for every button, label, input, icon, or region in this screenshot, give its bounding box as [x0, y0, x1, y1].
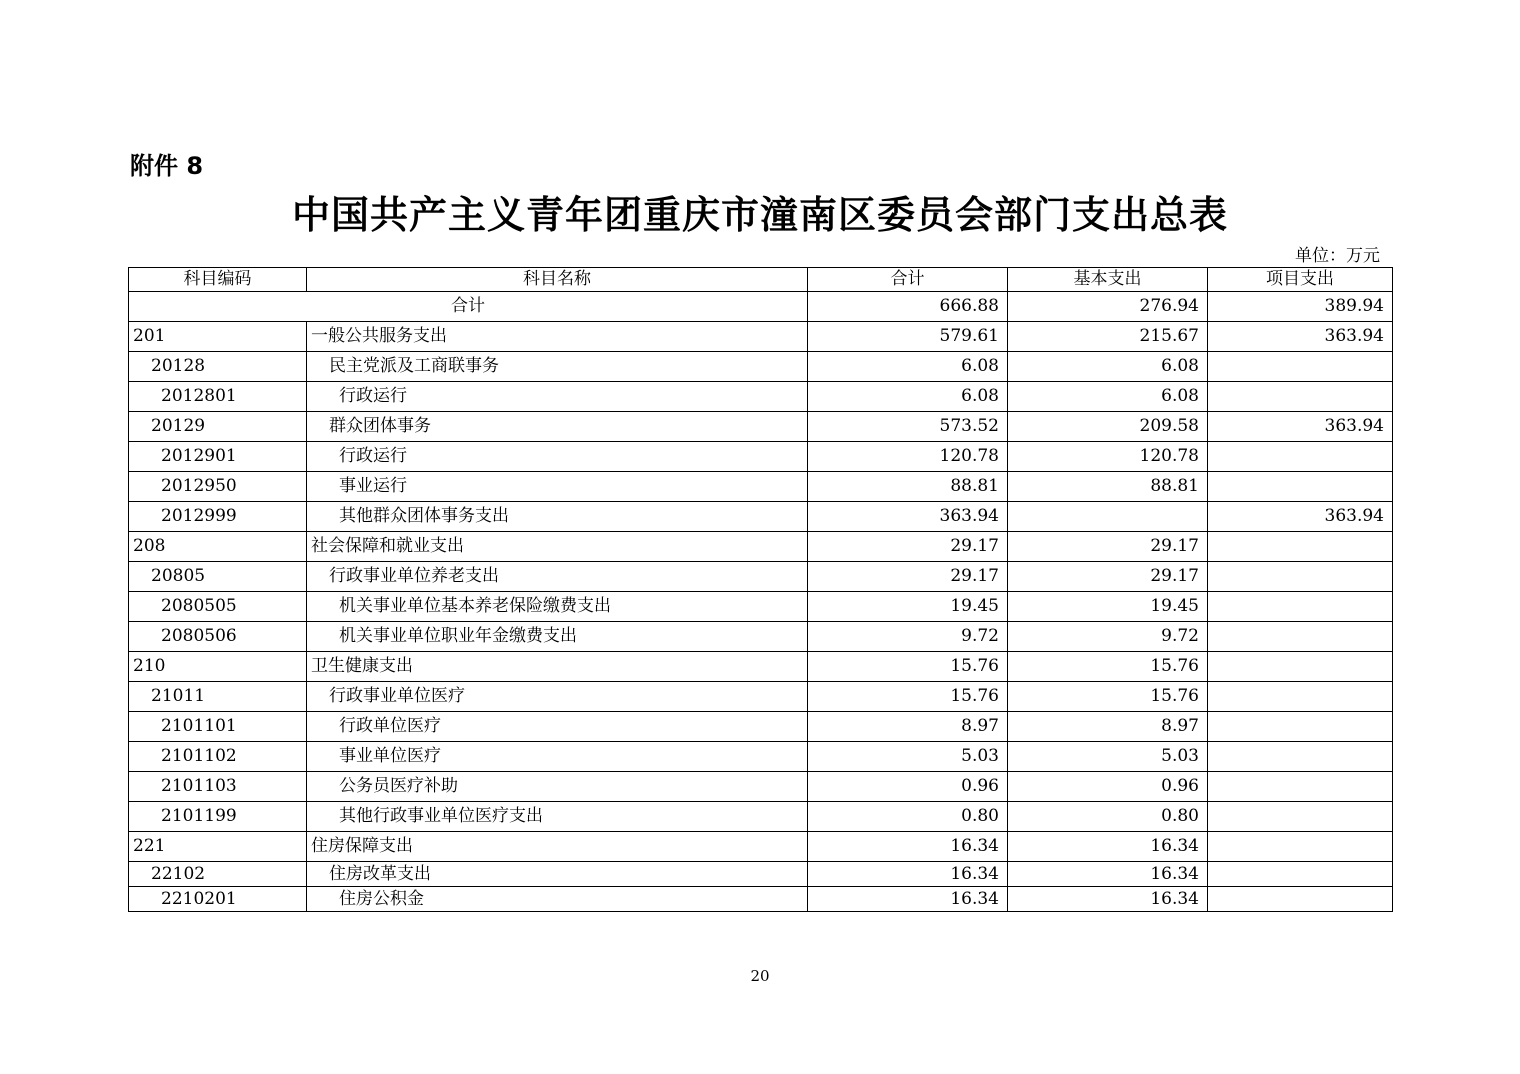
row-total: 8.97	[808, 712, 1008, 742]
row-basic: 16.34	[1008, 862, 1208, 887]
row-project	[1208, 562, 1393, 592]
row-code: 2101199	[129, 802, 307, 832]
table-row	[129, 712, 1393, 742]
row-total: 0.96	[808, 772, 1008, 802]
row-code: 2012999	[129, 502, 307, 532]
row-name: 事业运行	[307, 472, 808, 502]
table-header-row	[129, 268, 1393, 292]
row-code: 21011	[129, 682, 307, 712]
row-total: 6.08	[808, 382, 1008, 412]
row-code: 221	[129, 832, 307, 862]
row-basic: 0.96	[1008, 772, 1208, 802]
row-code: 208	[129, 532, 307, 562]
row-basic	[1008, 502, 1208, 532]
row-basic: 120.78	[1008, 442, 1208, 472]
row-project	[1208, 887, 1393, 912]
row-project: 363.94	[1208, 412, 1393, 442]
row-total: 363.94	[808, 502, 1008, 532]
row-total: 579.61	[808, 322, 1008, 352]
row-code: 2012901	[129, 442, 307, 472]
table-row	[129, 352, 1393, 382]
row-project	[1208, 772, 1393, 802]
row-name: 其他群众团体事务支出	[307, 502, 808, 532]
row-project	[1208, 472, 1393, 502]
row-project	[1208, 382, 1393, 412]
row-name: 卫生健康支出	[307, 652, 808, 682]
row-basic: 29.17	[1008, 532, 1208, 562]
row-project	[1208, 352, 1393, 382]
table-row	[129, 532, 1393, 562]
row-name: 行政单位医疗	[307, 712, 808, 742]
row-total: 0.80	[808, 802, 1008, 832]
row-name: 民主党派及工商联事务	[307, 352, 808, 382]
row-name: 行政运行	[307, 442, 808, 472]
row-basic: 9.72	[1008, 622, 1208, 652]
row-basic: 6.08	[1008, 382, 1208, 412]
table-row	[129, 322, 1393, 352]
table-row	[129, 412, 1393, 442]
row-project	[1208, 592, 1393, 622]
row-total: 120.78	[808, 442, 1008, 472]
row-code: 2012950	[129, 472, 307, 502]
row-total: 16.34	[808, 832, 1008, 862]
row-name: 一般公共服务支出	[307, 322, 808, 352]
page-title: 中国共产主义青年团重庆市潼南区委员会部门支出总表	[291, 193, 1228, 237]
row-name: 行政运行	[307, 382, 808, 412]
row-basic: 6.08	[1008, 352, 1208, 382]
row-code: 2101101	[129, 712, 307, 742]
row-name: 机关事业单位基本养老保险缴费支出	[307, 592, 808, 622]
row-total: 16.34	[808, 862, 1008, 887]
row-code: 2101103	[129, 772, 307, 802]
header-basic: 基本支出	[1008, 268, 1208, 292]
row-total: 5.03	[808, 742, 1008, 772]
row-name: 社会保障和就业支出	[307, 532, 808, 562]
table-row	[129, 562, 1393, 592]
row-total: 15.76	[808, 682, 1008, 712]
row-total: 88.81	[808, 472, 1008, 502]
table-row	[129, 622, 1393, 652]
row-total: 29.17	[808, 532, 1008, 562]
row-total: 19.45	[808, 592, 1008, 622]
row-total: 573.52	[808, 412, 1008, 442]
row-code: 2012801	[129, 382, 307, 412]
row-basic: 5.03	[1008, 742, 1208, 772]
row-basic: 29.17	[1008, 562, 1208, 592]
row-project	[1208, 442, 1393, 472]
row-total: 16.34	[808, 887, 1008, 912]
row-name: 其他行政事业单位医疗支出	[307, 802, 808, 832]
row-project	[1208, 682, 1393, 712]
row-basic: 0.80	[1008, 802, 1208, 832]
row-basic: 19.45	[1008, 592, 1208, 622]
expenditure-table	[128, 267, 1393, 912]
table-row	[129, 772, 1393, 802]
row-project	[1208, 802, 1393, 832]
row-basic: 209.58	[1008, 412, 1208, 442]
attachment-label: 附件 8	[130, 152, 204, 180]
header-project: 项目支出	[1208, 268, 1393, 292]
header-name: 科目名称	[307, 268, 808, 292]
row-basic: 215.67	[1008, 322, 1208, 352]
total-project: 389.94	[1208, 292, 1393, 322]
table-row	[129, 382, 1393, 412]
row-code: 2101102	[129, 742, 307, 772]
row-name: 群众团体事务	[307, 412, 808, 442]
row-code: 210	[129, 652, 307, 682]
row-project	[1208, 742, 1393, 772]
table-row	[129, 887, 1393, 912]
row-basic: 15.76	[1008, 652, 1208, 682]
row-name: 住房保障支出	[307, 832, 808, 862]
row-project	[1208, 652, 1393, 682]
row-total: 29.17	[808, 562, 1008, 592]
row-name: 事业单位医疗	[307, 742, 808, 772]
row-basic: 16.34	[1008, 832, 1208, 862]
table-row	[129, 742, 1393, 772]
row-total: 15.76	[808, 652, 1008, 682]
table-row	[129, 442, 1393, 472]
total-label: 合计	[129, 292, 808, 322]
table-row	[129, 682, 1393, 712]
row-project	[1208, 862, 1393, 887]
total-sum: 666.88	[808, 292, 1008, 322]
header-total: 合计	[808, 268, 1008, 292]
table-row	[129, 592, 1393, 622]
row-total: 9.72	[808, 622, 1008, 652]
page-number: 20	[750, 967, 770, 985]
row-code: 20129	[129, 412, 307, 442]
row-name: 公务员医疗补助	[307, 772, 808, 802]
table-row	[129, 502, 1393, 532]
row-project: 363.94	[1208, 502, 1393, 532]
row-basic: 15.76	[1008, 682, 1208, 712]
table-row	[129, 472, 1393, 502]
row-project	[1208, 532, 1393, 562]
row-code: 20805	[129, 562, 307, 592]
row-project: 363.94	[1208, 322, 1393, 352]
row-code: 20128	[129, 352, 307, 382]
row-basic: 8.97	[1008, 712, 1208, 742]
table-row	[129, 862, 1393, 887]
row-code: 22102	[129, 862, 307, 887]
total-basic: 276.94	[1008, 292, 1208, 322]
row-name: 住房公积金	[307, 887, 808, 912]
row-name: 行政事业单位医疗	[307, 682, 808, 712]
row-code: 2080506	[129, 622, 307, 652]
table-row	[129, 832, 1393, 862]
header-code: 科目编码	[129, 268, 307, 292]
total-row	[129, 292, 1393, 322]
row-name: 行政事业单位养老支出	[307, 562, 808, 592]
row-total: 6.08	[808, 352, 1008, 382]
row-basic: 88.81	[1008, 472, 1208, 502]
row-project	[1208, 622, 1393, 652]
row-name: 住房改革支出	[307, 862, 808, 887]
row-code: 2210201	[129, 887, 307, 912]
unit-label: 单位：万元	[1295, 246, 1380, 266]
row-project	[1208, 832, 1393, 862]
table-row	[129, 802, 1393, 832]
row-code: 2080505	[129, 592, 307, 622]
row-code: 201	[129, 322, 307, 352]
row-name: 机关事业单位职业年金缴费支出	[307, 622, 808, 652]
row-basic: 16.34	[1008, 887, 1208, 912]
row-project	[1208, 712, 1393, 742]
table-row	[129, 652, 1393, 682]
